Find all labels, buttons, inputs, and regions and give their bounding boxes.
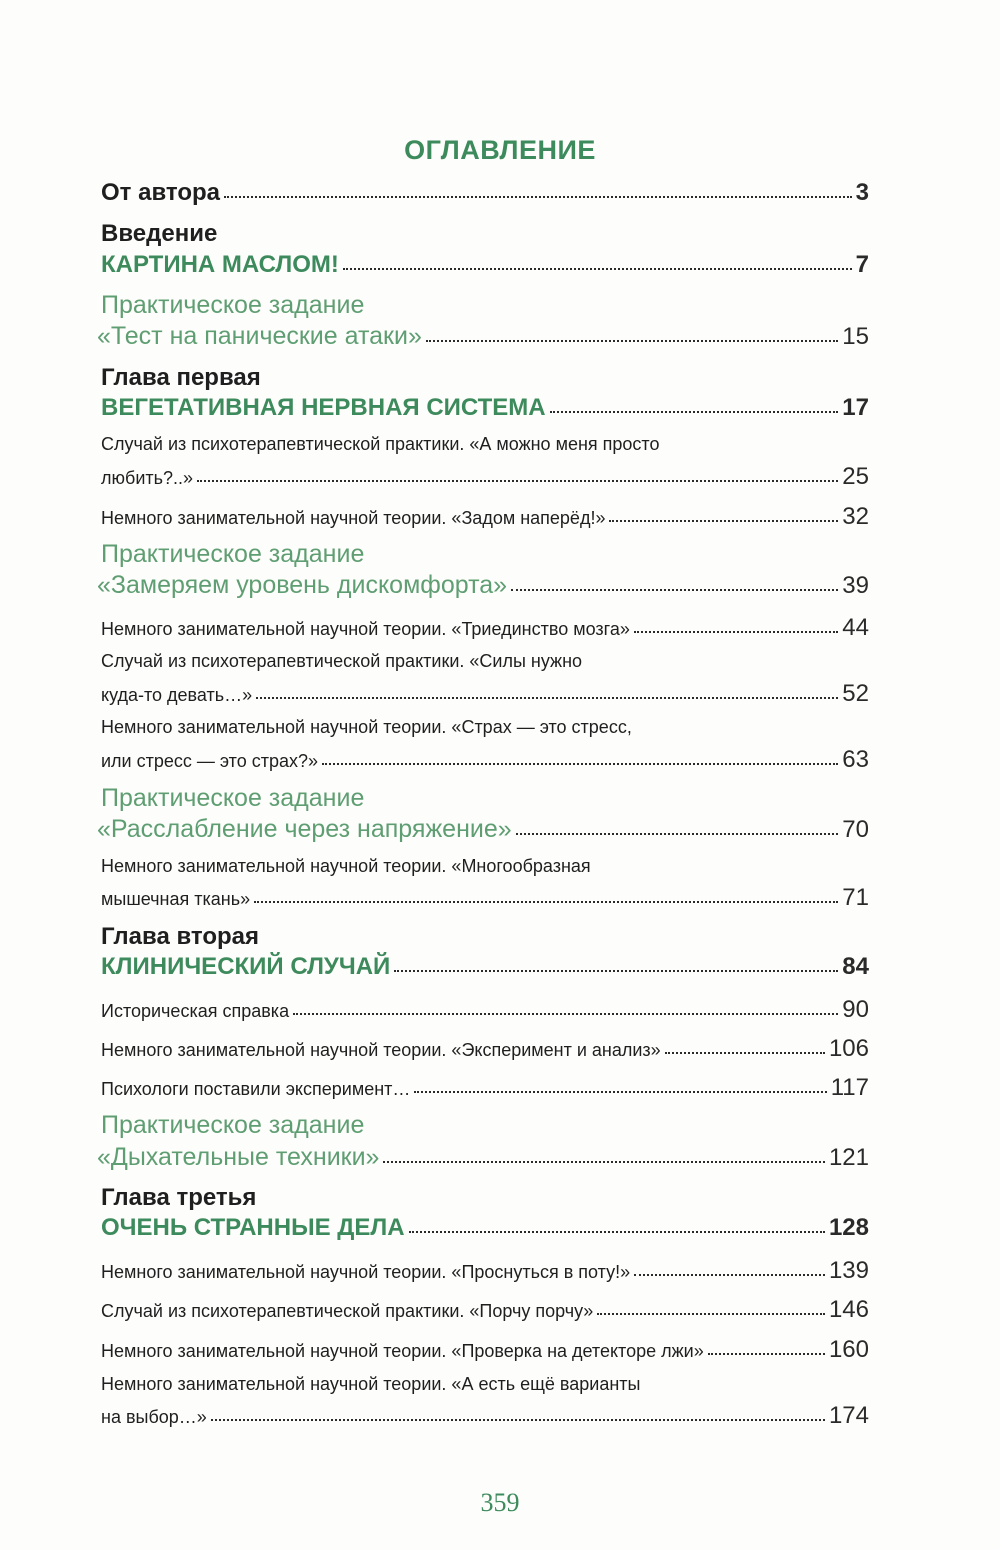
entry-page: 160 <box>828 1336 869 1363</box>
entry-title: или стресс — это страх?» <box>101 751 319 771</box>
entry-title: Немного занимательной научной теории. «Проверка на детекторе лжи» <box>101 1341 704 1361</box>
entry-page: 146 <box>828 1296 869 1323</box>
toc-entry-psychologists-experiment[interactable] <box>101 1074 869 1102</box>
entry-page: 17 <box>842 394 869 421</box>
dot-leader <box>414 1091 826 1093</box>
dot-leader <box>634 1274 825 1276</box>
dot-leader <box>634 631 838 633</box>
toc-entry-experiment-analysis[interactable] <box>101 1035 869 1063</box>
entry-title: «Замеряем уровень дискомфорта» <box>97 571 508 599</box>
toc-entry-relaxation[interactable] <box>97 815 869 844</box>
practical-task-label: Практическое задание <box>101 1111 365 1139</box>
entry-title: на выбор…» <box>101 1407 207 1427</box>
entry-title: ОЧЕНЬ СТРАННЫЕ ДЕЛА <box>101 1214 405 1241</box>
toc-entry-introduction[interactable] <box>101 251 869 279</box>
toc-entry-triune-brain[interactable] <box>101 614 869 642</box>
entry-title: «Расслабление через напряжение» <box>97 815 512 843</box>
practical-task-label: Практическое задание <box>101 291 365 319</box>
toc-entry-lie-detector[interactable] <box>101 1336 869 1364</box>
entry-first-line: Немного занимательной научной теории. «Многообразная <box>101 856 591 876</box>
practical-task-label: Практическое задание <box>101 784 365 812</box>
toc-entry-strength[interactable] <box>101 680 869 708</box>
entry-page: 84 <box>842 953 869 980</box>
toc-entry-discomfort[interactable] <box>97 571 869 600</box>
dot-leader <box>426 340 838 342</box>
chapter-label-two: Глава вторая <box>101 923 260 950</box>
entry-page: 32 <box>842 503 869 530</box>
entry-title: От автора <box>101 179 220 206</box>
entry-page: 39 <box>842 572 869 599</box>
entry-title: ВЕГЕТАТИВНАЯ НЕРВНАЯ СИСТЕМА <box>101 394 546 421</box>
dot-leader <box>394 970 838 972</box>
toc-entry-historical-note[interactable] <box>101 996 869 1024</box>
dot-leader <box>550 411 839 413</box>
entry-page: 63 <box>842 746 869 773</box>
dot-leader <box>224 196 852 198</box>
chapter-label-three: Глава третья <box>101 1184 257 1211</box>
entry-page: 128 <box>828 1214 869 1241</box>
dot-leader <box>343 268 852 270</box>
entry-title: куда-то девать…» <box>101 685 253 705</box>
dot-leader <box>609 520 838 522</box>
dot-leader <box>511 589 838 591</box>
dot-leader <box>254 901 838 903</box>
dot-leader <box>665 1052 825 1054</box>
entry-page: 15 <box>842 323 869 350</box>
dot-leader <box>383 1161 824 1163</box>
toc-entry-curse[interactable] <box>101 1296 869 1324</box>
dot-leader <box>516 833 839 835</box>
toc-entry-chapter-two[interactable] <box>101 953 869 981</box>
entry-title: КАРТИНА МАСЛОМ! <box>101 251 339 278</box>
entry-first-line: Немного занимательной научной теории. «А есть ещё варианты <box>101 1374 641 1394</box>
toc-entry-chapter-one[interactable] <box>101 394 869 422</box>
entry-page: 121 <box>828 1144 869 1171</box>
entry-page: 52 <box>842 680 869 707</box>
entry-title: Немного занимательной научной теории. «Задом наперёд!» <box>101 508 606 528</box>
toc-entry-just-love[interactable] <box>101 463 869 491</box>
entry-page: 44 <box>842 614 869 641</box>
dot-leader <box>322 763 838 765</box>
entry-title: Немного занимательной научной теории. «Триединство мозга» <box>101 619 630 639</box>
toc-entry-chapter-three[interactable] <box>101 1214 869 1242</box>
entry-title: Историческая справка <box>101 1001 290 1021</box>
toc-entry-fear-stress[interactable] <box>101 746 869 774</box>
entry-first-line: Случай из психотерапевтической практики. «Силы нужно <box>101 651 583 671</box>
entry-page: 7 <box>855 251 869 278</box>
dot-leader <box>256 697 838 699</box>
toc-entry-breathing[interactable] <box>97 1143 869 1172</box>
dot-leader <box>597 1313 825 1315</box>
toc-entry-wake-sweat[interactable] <box>101 1257 869 1285</box>
entry-title: Случай из психотерапевтической практики. «Порчу порчу» <box>101 1301 594 1321</box>
entry-title: Немного занимательной научной теории. «Проснуться в поту!» <box>101 1262 631 1282</box>
entry-first-line: Случай из психотерапевтической практики. «А можно меня просто <box>101 434 660 454</box>
entry-page: 25 <box>842 463 869 490</box>
practical-task-label: Практическое задание <box>101 540 365 568</box>
entry-title: Психологи поставили эксперимент… <box>101 1079 411 1099</box>
toc-entry-panic-test[interactable] <box>97 322 869 351</box>
entry-page: 70 <box>842 816 869 843</box>
entry-page: 90 <box>842 996 869 1023</box>
entry-title: КЛИНИЧЕСКИЙ СЛУЧАЙ <box>101 953 391 980</box>
toc-entry-from-author[interactable] <box>101 179 869 207</box>
toc-title: ОГЛАВЛЕНИЕ <box>404 135 596 165</box>
entry-page: 117 <box>830 1074 869 1101</box>
entry-title: любить?..» <box>101 468 194 488</box>
chapter-label-one: Глава первая <box>101 364 261 391</box>
entry-title: «Тест на панические атаки» <box>97 322 422 350</box>
entry-page: 139 <box>828 1257 869 1284</box>
dot-leader <box>197 480 838 482</box>
dot-leader <box>409 1231 825 1233</box>
entry-title: Немного занимательной научной теории. «Эксперимент и анализ» <box>101 1040 661 1060</box>
dot-leader <box>293 1013 838 1015</box>
entry-page: 174 <box>828 1402 869 1429</box>
toc-entry-other-options[interactable] <box>101 1402 869 1430</box>
toc-entry-muscle-tissue[interactable] <box>101 884 869 912</box>
entry-first-line: Немного занимательной научной теории. «Страх — это стресс, <box>101 717 632 737</box>
entry-page: 3 <box>855 179 869 206</box>
section-label-introduction: Введение <box>101 220 218 247</box>
page-number: 359 <box>480 1488 520 1517</box>
entry-title: «Дыхательные техники» <box>97 1143 380 1171</box>
entry-page: 71 <box>842 884 869 911</box>
entry-title: мышечная ткань» <box>101 889 251 909</box>
entry-page: 106 <box>828 1035 869 1062</box>
dot-leader <box>708 1353 825 1355</box>
toc-entry-backwards[interactable] <box>101 503 869 531</box>
dot-leader <box>211 1419 825 1421</box>
